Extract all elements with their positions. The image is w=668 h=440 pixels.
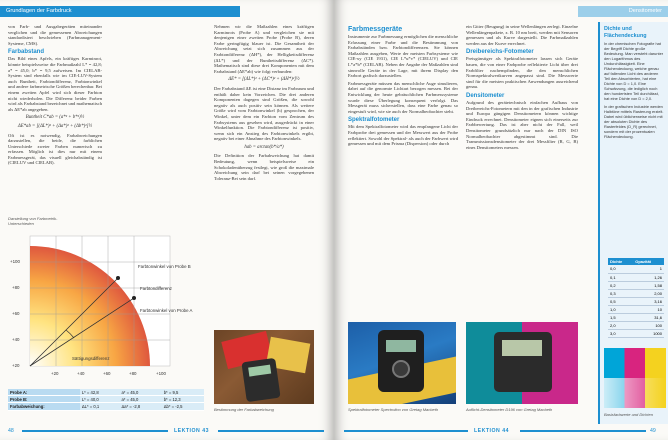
point-a: [132, 296, 136, 300]
formula-hue-angle: hab = arctan(b*/a*): [244, 144, 284, 150]
density-gradient: [604, 378, 666, 408]
y-tick: +100: [10, 259, 20, 264]
y-tick: +80: [12, 285, 20, 290]
label-hue-diff: Farbtondifferenz: [140, 286, 172, 291]
spectro-device: [378, 330, 424, 392]
left-col-1: [8, 24, 102, 168]
page-number: 49: [650, 428, 656, 434]
densito-device: [494, 332, 552, 392]
heading-densitometer: Densitometer: [466, 92, 505, 99]
sidebox: [598, 22, 668, 424]
densito-display: [502, 340, 542, 356]
diagram-caption: Darstellung von Farbmetrik-Unterschieden: [8, 216, 58, 226]
table-row: 0,3 2,00: [610, 290, 662, 296]
table-row: 1,0 10: [610, 306, 662, 312]
formula-buntheit: Buntheit C*ab = (a*² + b*²)½: [25, 115, 85, 121]
y-tick: +60: [12, 311, 20, 316]
heading-spektralfotometer: Spektralfotometer: [348, 117, 400, 124]
paragraph: ein Gitter (Beugung) in seine Wellenlängen zerlegt. Einzelne Wellenlängenpakete, z. B. 10 nm breit, werden mit Sensoren gemessen und als Kurve dargestellt. Die Farbmaßzahlen werden aus der Kurve errechnet.: [466, 24, 578, 46]
paragraph: Aufgrund des gerätetechnisch einfachen Aufbaus von Dreibereichs-Fotometern mit den in der grafischen Industrie und Europa gängigen Densitometern können wichtige Eindruck errechnet. Densitometer eignen sich einerseits zur Farbbewertung. Das ist aber nicht der Fall, weil Densitometer grundsätzlich nur nach der DIN ISO Normalbeobachter abgestimmt sind. Die Transmissionsdensitometer der drei Messfilter (R, G, B) eines Densitometers messen.: [466, 99, 578, 150]
sidebox-text-2: In der grafischen Industrie werden Halbtöne mittels Rasterung erzielt. Dabei wird üblicherweise nicht mit der absoluten Dichte des Rasterfeldes (D_R) gerechnet, sondern mit der prozentualen Flächendeckung.: [604, 104, 664, 139]
table-header-row: Dichte Opazität: [608, 258, 664, 265]
paragraph: Nehmen wir die Maßzahlen eines kräftigen Karminrots (Probe A) und vergleichen sie mit denjenigen einer zweiten Probe (Probe B), deren Farbe geringfügig blauer ist. Die Gesamtheit der Abweichung setzt sich zusammen aus der Farbtondifferenz (ΔH*), der Helligkeitsdifferenz (ΔL*) und der Buntheitsdifferenz (ΔC*). Mathematisch sind diese drei Komponenten mit dem Farbabstand (ΔE*ab) wie folgt verbunden:: [214, 24, 314, 74]
paragraph: Instrumente zur Farbmessung ermöglichen die menschliche Erfassung einer Farbe und die Bestimmung von Farbabständen bzw. Farbtondifferenzen. Sie können Maßzahlen ausgeben, Werte der meisten Farbsysteme wie CIE-xy (CIE 1931), CIE L*u*v* (CIELUV) und CIE L*a*b* (CIELAB). Neben der Angabe der Maßzahlen sind sinnvolle Geräte in der Lage, mit ihrem Display den Farbort grafisch darzustellen.: [348, 34, 458, 79]
right-col-2: [466, 24, 578, 152]
density-table: [608, 258, 664, 338]
right-header: Densitometer: [578, 6, 668, 17]
x-tick: +40: [77, 371, 85, 376]
meter-device: [241, 358, 280, 402]
paragraph: Die Definition der Farbabweichung hat damit Bedeutung, wenn beispielsweise ein Schokoladenüberzug festlegt, wie groß die maximale Abweichung sein darf bei seinen vorgegebenen Toleranz-Bei sein darf.: [214, 153, 314, 181]
intro-text: von Farb- und Ausgabegeräten miteinander verglichen und die gemessenen Abweichungen standardisiert beschrieben (Farbmanagement-Systeme, CMS).: [8, 24, 102, 46]
paragraph: Das Bild eines Apfels, ein kräftiges Karminrot, könnte beispielsweise die Farbmaßzahl L* = 42,8; a* = 45,0; b* = 9,5 aufweisen. Im CIELAB-System sind ebenfalls wie im CIE-LUV-System auch Buntheit, Farbtondifferenz, Farbtonwinkel und andere farbmetrische Größen berechenbar. Bei einem zweiten Apfel wird sich dieser Farbton nicht wiederholen. Die Differenz beider Farben wird als Farbabstand bezeichnet und mathematisch als ΔE*ab angegeben.: [8, 56, 102, 112]
sidebox-title: Dichte und Flächendeckung: [604, 26, 647, 39]
formula-delta-e-components: ΔE* = [(ΔL*)² + (ΔC*)² + (ΔH*)²]½: [228, 77, 300, 83]
color-difference-diagram: [6, 226, 206, 386]
table-row: 0,5 3,16: [610, 298, 662, 304]
table-row: 0,0 1: [610, 266, 662, 272]
table-row: 2,0 100: [610, 322, 662, 328]
page-number: 48: [8, 428, 14, 434]
meter-display: [248, 365, 271, 377]
left-col-2: [214, 24, 314, 183]
x-tick: +100: [156, 371, 166, 376]
left-footer: [8, 427, 324, 435]
footer-rule: [22, 430, 168, 432]
right-col-1: [348, 24, 458, 149]
table-row: 0,1 1,26: [610, 274, 662, 280]
table-row: 3,0 1000: [610, 330, 662, 336]
lesson-label: LEKTION 43: [174, 428, 209, 434]
density-image: [604, 348, 666, 408]
right-page: [334, 0, 668, 440]
heading-farbmessgeraete: Farbmessgeräte: [348, 26, 403, 33]
label-saturation-diff: Sättigungsdifferenz: [72, 356, 110, 361]
table-row: 1,5 31,6: [610, 314, 662, 320]
y-tick: +20: [12, 363, 20, 368]
paragraph: Preisgünstiger als Spektralfotometer lassen sich Geräte bauen, die von einer Farbprobe reflektierte Licht über drei Farbfilter nachempfinden, die den menschlichen Normspektralwertkurven angepasst sind. Die Messwerte sind für die meisten praktischen Anwendungen ausreichend genau.: [466, 56, 578, 90]
label-hue-a: Farbtonwinkel von Probe A: [140, 308, 193, 313]
spectro-display: [386, 340, 416, 352]
densitometer-photo: [466, 322, 578, 404]
paragraph: Farbmessgeräte müssen das menschliche Auge simulieren, dabei auf die genormte Lichtart bezogen messen. Bei der Entwicklung der heute gebräuchlichen Farbmesssysteme wurde diese Überlegung konsequent verfolgt. Das Messgerät muss sicherstellen, dass eine Farbe genau so eingestuft wird, wie sie auch der Normalbeobachter sieht.: [348, 80, 458, 114]
lesson-label: LEKTION 44: [474, 428, 509, 434]
table-row: Farbabweichung: ΔL* = 0,1 Δa* = -2,8 Δb* = -2,5: [8, 403, 204, 410]
sample-table: [8, 389, 204, 411]
spectrophotometer-photo: [348, 322, 456, 404]
paragraph: Oft ist es notwendig, Farbabweichungen darzustellen, die beide, die farblichen Unterschiede zweier Farben numerisch zu erfassen. Möglich ist dies nur mit einem Farbmessgerät, das visuell gleichabständig ist (CIELUV und CIELAB).: [8, 132, 102, 166]
table-row: Probe A: L* = 42,8 a* = 45,0 b* = 9,5: [8, 389, 204, 396]
photo-caption: Bestimmung der Farbabweichung: [214, 407, 274, 412]
footer-rule: [520, 430, 646, 432]
chocolate-photo: [214, 330, 314, 404]
point-b: [116, 276, 120, 280]
spectro-caption: Spektralfotometer Spectrolino von Gretag Macbeth: [348, 407, 439, 412]
paragraph: Mit dem Spektralfotometer wird das empfangene Licht der Farbprobe drei gemessen und der Messwert aus der Probe reflektiert. Sowohl der Spektral- als auch der Farbwert wird gemessen und mit dem Prisma (Dispersion) oder durch: [348, 124, 458, 147]
heading-dreibereichs: Dreibereichs-Fotometer: [466, 49, 534, 56]
table-row: 0,2 1,58: [610, 282, 662, 288]
spectro-lens: [392, 360, 410, 378]
label-hue-b: Farbtonwinkel von Probe B: [138, 264, 191, 269]
table-row: Probe B: L* = 40,0 a* = 45,0 b* = 12,3: [8, 396, 204, 403]
formula-delta-e: ΔE*ab = [(ΔL*)² + (Δa*)² + (Δb*)²]½: [17, 123, 93, 129]
x-tick: +80: [129, 371, 137, 376]
right-footer: [344, 427, 660, 435]
heading-farbabstand: Farbabstand: [8, 49, 45, 56]
footer-rule: [218, 430, 324, 432]
x-tick: +20: [51, 371, 59, 376]
sidebox-text: In der chemischen Fotografie hat der Begriff Dichte große Bedeutung. Man versteht darunter den Logarithmus des Undurchlässigkeit. Eine Flächendeckung, welche genau auf fallenden Licht des anderen Teil den Absorbierten, hat eine Dichte von D = 1,0. Eine Schwärzung, die lediglich noch den hundertsten Teil durchlässt, hat eine Dichte von D = 2,0.: [604, 41, 664, 101]
left-header: Grundlagen der Farbdruck: [0, 6, 240, 17]
paragraph: Der Farbabstand ΔE ist eine Distanz im Farbraum und enthält daher kein Vorzeichen. Die drei anderen Komponenten dagegen sind Größen, die sowohl negativ als auch positiv sein können. Als weitere Größe wird vom Farbtonwinkel (h) gesprochen, der Winkel, unter dem ein Farbton vom Zentrum des Farbsystems aus gesehen wird, ausgedrückt in einer Winkelfunktion. Die Farbtondifferenz ist positiv, wenn sich ein Anstieg des Farbtonwinkels ergibt, negativ bei einer Abnahme des Farbtonwinkels.: [214, 85, 314, 142]
footer-rule: [344, 430, 468, 432]
x-tick: +60: [103, 371, 111, 376]
densito-caption: Auflicht-Densitometer D196 von Gretag Macbeth: [466, 407, 553, 412]
y-tick: +40: [12, 337, 20, 342]
sidebox-caption: Basisfarbwerte und Dichten: [604, 412, 653, 417]
